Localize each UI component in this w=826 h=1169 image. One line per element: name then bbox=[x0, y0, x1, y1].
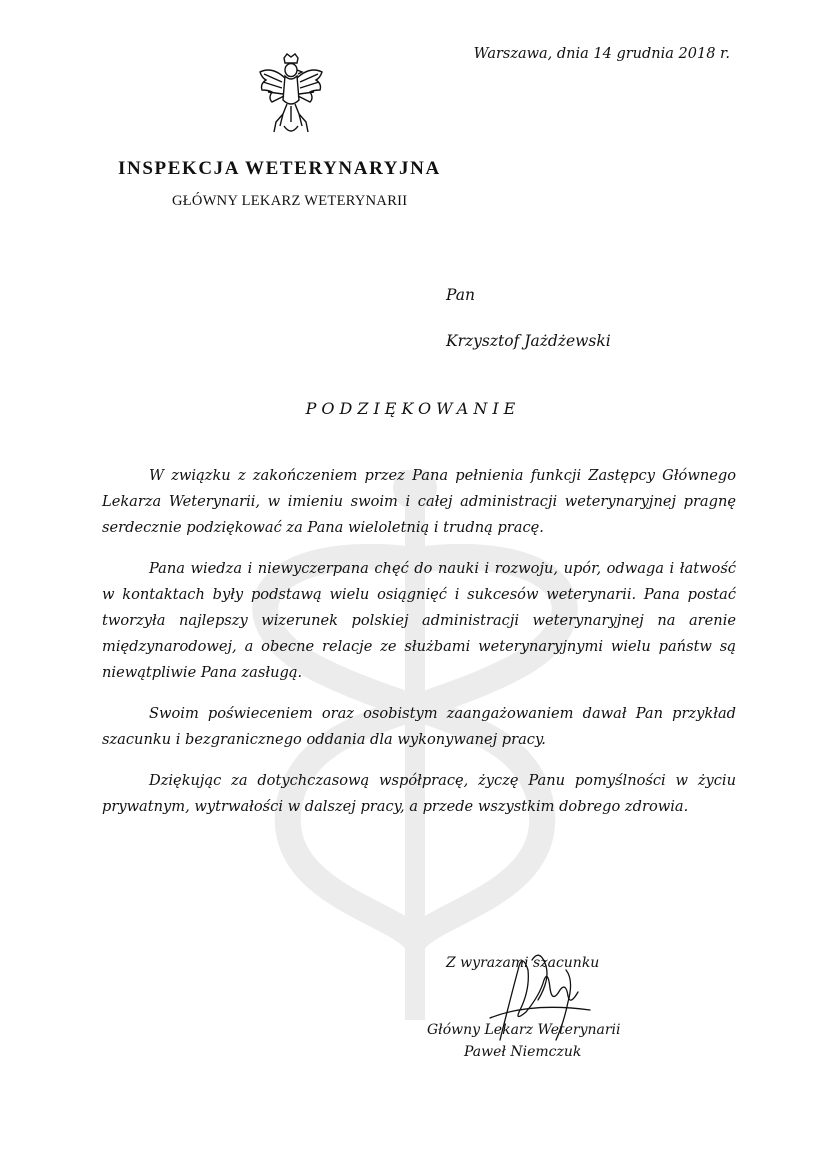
letter-body bbox=[102, 463, 736, 835]
signatory-position: Główny Lekarz Weterynarii bbox=[427, 1022, 621, 1038]
body-paragraph: Swoim poświeceniem oraz osobistym zaangażowaniem dawał Pan przykład szacunku i bezgranicznego oddania dla wykonywanej pracy. bbox=[102, 705, 736, 748]
body-paragraph: W związku z zakończeniem przez Pana pełnienia funkcji Zastępcy Głównego Lekarza Weterynarii, w imieniu swoim i całej administracji weterynaryjnej pragnę serdecznie podziękować za Pana wieloletnią i trudną pracę. bbox=[102, 467, 736, 536]
closing-regards: Z wyrazami szacunku bbox=[446, 955, 600, 971]
letter-title: PODZIĘKOWANIE bbox=[305, 399, 521, 418]
addressee-salutation: Pan bbox=[446, 286, 475, 304]
signatory-name: Paweł Niemczuk bbox=[464, 1044, 582, 1060]
body-paragraph: Dziękując za dotychczasową współpracę, życzę Panu pomyślności w życiu prywatnym, wytrwałości w dalszej pracy, a przede wszystkim dobrego zdrowia. bbox=[102, 772, 736, 815]
institution-name: INSPEKCJA WETERYNARYJNA bbox=[118, 158, 441, 179]
institution-subtitle: GŁÓWNY LEKARZ WETERYNARII bbox=[172, 193, 408, 209]
addressee-name: Krzysztof Jażdżewski bbox=[446, 332, 611, 350]
polish-eagle-icon bbox=[254, 52, 328, 138]
letter-date: Warszawa, dnia 14 grudnia 2018 r. bbox=[473, 46, 730, 62]
body-paragraph: Pana wiedza i niewyczerpana chęć do nauki i rozwoju, upór, odwaga i łatwość w kontaktach były podstawą wielu osiągnięć i sukcesów weterynarii. Pana postać tworzyła najlepszy wizerunek polskiej administracji weterynaryjnej na arenie międzynarodowej, a obecne relacje ze służbami weterynaryjnymi wielu państw są niewątpliwie Pana zasługą. bbox=[102, 560, 736, 681]
